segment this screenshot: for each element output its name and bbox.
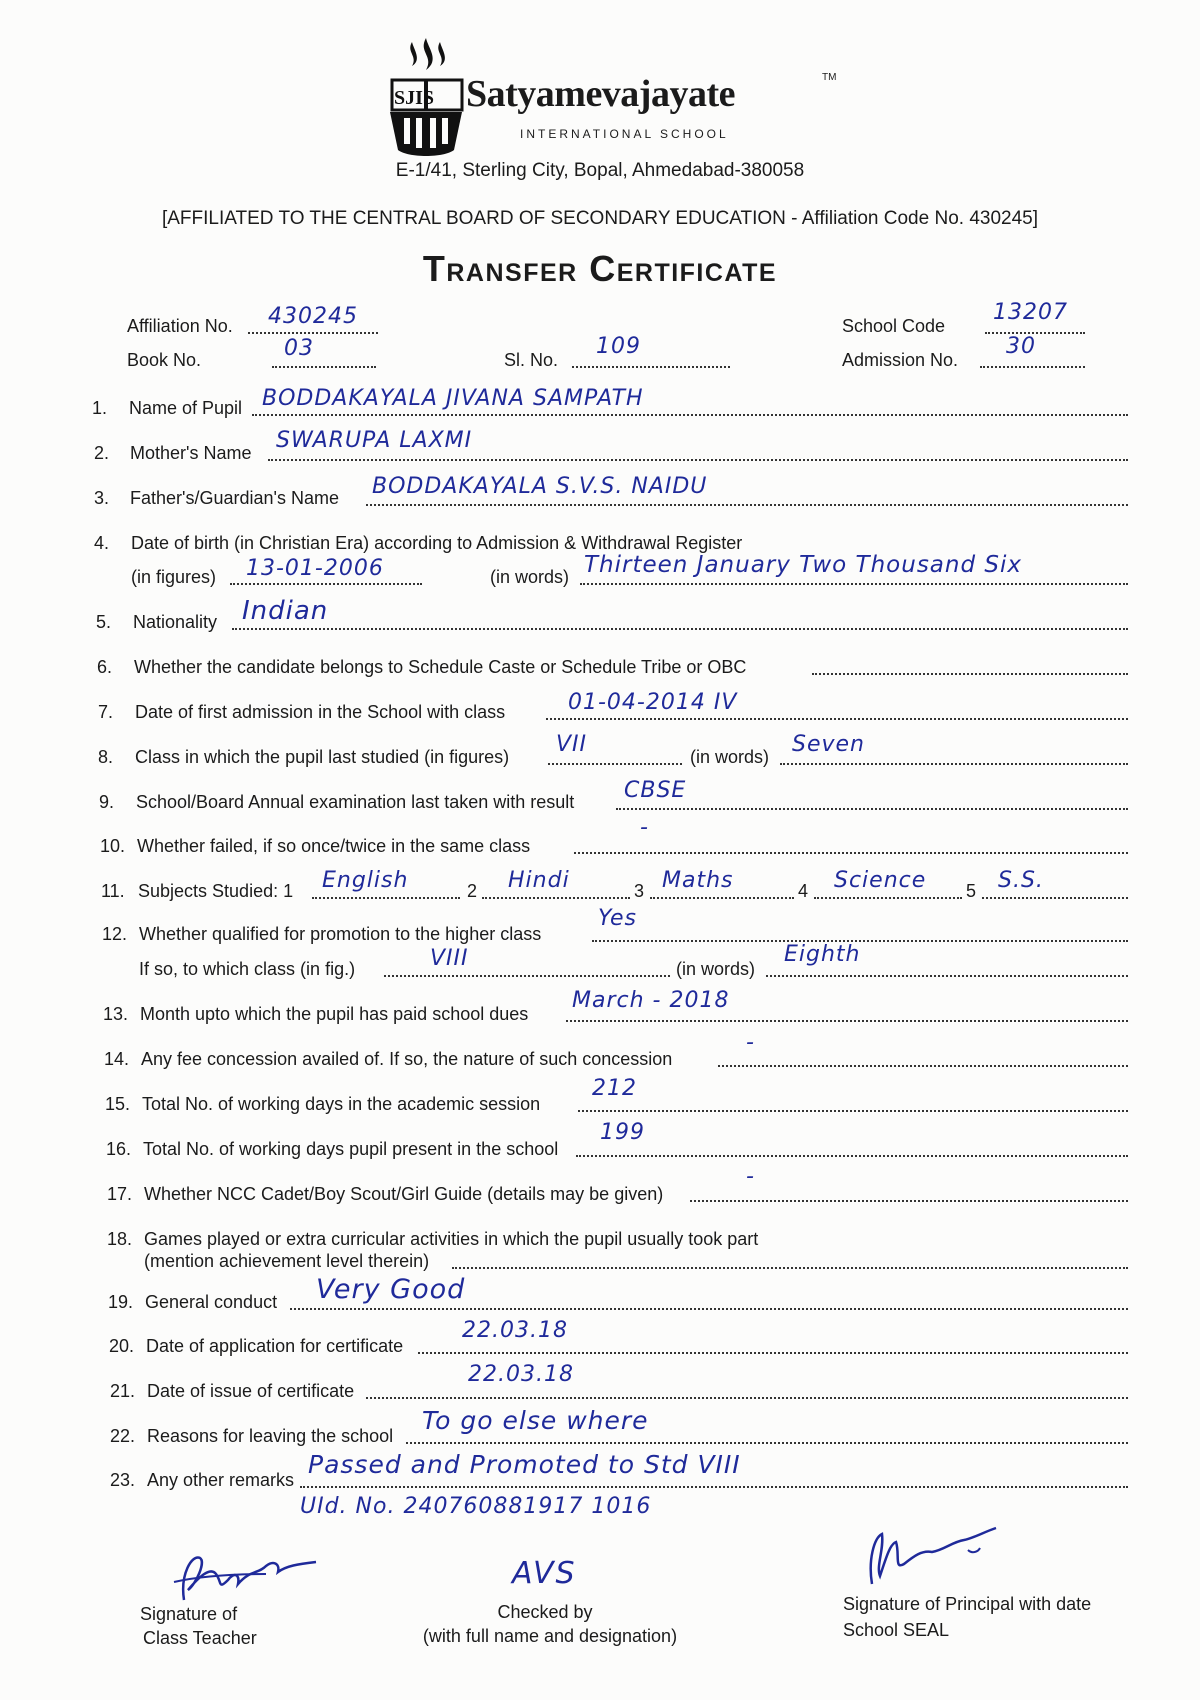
- field-14-number: 14.: [104, 1049, 130, 1069]
- last-class-words-line: [780, 763, 1128, 765]
- field-13-line: [566, 1020, 1128, 1022]
- field-18-line: [452, 1267, 1128, 1269]
- field-22-line: [406, 1442, 1128, 1444]
- last-class-figures-line: [548, 763, 682, 765]
- field-5-line: [232, 628, 1128, 630]
- dob-words-value: Thirteen January Two Thousand Six: [584, 552, 1022, 578]
- field-6-label: Whether the candidate belongs to Schedule Caste or Schedule Tribe or OBC: [134, 657, 747, 677]
- last-class-words-label: (in words): [690, 747, 770, 767]
- field-11-number: 11.: [101, 881, 125, 901]
- class-teacher-label-2: Class Teacher: [143, 1628, 257, 1648]
- sl-no-value: 109: [596, 334, 641, 359]
- field-19-label: General conduct: [145, 1292, 278, 1312]
- promotion-words-label: (in words): [676, 959, 756, 979]
- field-15-label: Total No. of working days in the academic session: [142, 1094, 541, 1114]
- subject-5-value: S.S.: [998, 868, 1044, 893]
- field-10-line: [574, 852, 1128, 854]
- field-9-number: 9.: [99, 792, 115, 812]
- dob-figures-line: [230, 583, 422, 585]
- subject-2-value: Hindi: [508, 868, 570, 893]
- principal-signature: [860, 1520, 1010, 1592]
- promotion-class-value: VIII: [430, 946, 469, 971]
- field-14-label: Any fee concession availed of. If so, the nature of such concession: [141, 1049, 673, 1069]
- field-7-label: Date of first admission in the School with class: [135, 702, 506, 722]
- field-20-number: 20.: [109, 1336, 135, 1356]
- promotion-class-line: [384, 975, 670, 977]
- promotion-words-line: [766, 975, 1128, 977]
- field-1-label: Name of Pupil: [129, 398, 243, 418]
- subject-3-value: Maths: [662, 868, 734, 893]
- subject-5-line: [982, 897, 1128, 899]
- field-10-number: 10.: [100, 836, 126, 856]
- principal-label-2: School SEAL: [843, 1620, 950, 1640]
- subject-4-line: [814, 897, 962, 899]
- book-no-line: [272, 366, 376, 368]
- field-21-label: Date of issue of certificate: [147, 1381, 355, 1401]
- dues-value: March - 2018: [572, 988, 730, 1013]
- school-code-value: 13207: [993, 300, 1068, 325]
- field-15-number: 15.: [105, 1094, 131, 1114]
- pupil-name-value: BODDAKAYALA JIVANA SAMPATH: [262, 386, 644, 411]
- field-5-label: Nationality: [133, 612, 218, 632]
- field-8-label: Class in which the pupil last studied (in figures): [135, 747, 510, 767]
- sl-no-line: [572, 366, 730, 368]
- field-4-label: Date of birth (in Christian Era) according to Admission & Withdrawal Register: [131, 533, 743, 553]
- class-teacher-signature: [170, 1544, 320, 1606]
- field-19-line: [290, 1308, 1128, 1310]
- field-8-number: 8.: [98, 747, 114, 767]
- field-5-number: 5.: [96, 612, 112, 632]
- trademark-mark: TM: [822, 72, 837, 83]
- leaving-reason-value: To go else where: [422, 1406, 649, 1435]
- field-6-line: [812, 673, 1128, 675]
- school-name: Satyamevajayate: [466, 73, 735, 115]
- admission-no-label: Admission No.: [842, 350, 959, 370]
- field-22-number: 22.: [110, 1426, 136, 1446]
- checked-by-initials: AVS: [512, 1556, 577, 1591]
- dob-words-line: [580, 583, 1128, 585]
- uid-number-value: UId. No. 240760881917 1016: [300, 1494, 652, 1519]
- field-6-number: 6.: [97, 657, 113, 677]
- field-17-number: 17.: [107, 1184, 133, 1204]
- last-class-words-value: Seven: [792, 732, 865, 757]
- field-7-number: 7.: [98, 702, 114, 722]
- days-present-value: 199: [600, 1120, 645, 1145]
- dob-figures-value: 13-01-2006: [246, 556, 384, 581]
- field-3-label: Father's/Guardian's Name: [130, 488, 339, 508]
- remarks-value: Passed and Promoted to Std VIII: [308, 1450, 741, 1479]
- first-admission-value: 01-04-2014 IV: [568, 690, 738, 715]
- checked-by-sublabel: (with full name and designation): [422, 1626, 678, 1646]
- field-20-line: [418, 1352, 1128, 1354]
- svg-text:SJIS: SJIS: [394, 87, 435, 109]
- issue-date-value: 22.03.18: [468, 1362, 574, 1387]
- field-18-number: 18.: [107, 1229, 133, 1249]
- affiliation-no-value: 430245: [268, 304, 358, 329]
- promotion-value: Yes: [598, 906, 638, 931]
- field-1-line: [252, 414, 1128, 416]
- school-logo: [388, 38, 464, 158]
- field-13-number: 13.: [103, 1004, 129, 1024]
- dob-figures-label: (in figures): [131, 567, 217, 587]
- field-1-number: 1.: [92, 398, 108, 418]
- field-21-number: 21.: [110, 1381, 136, 1401]
- subject-1-line: [312, 897, 460, 899]
- field-23-label: Any other remarks: [147, 1470, 295, 1490]
- mother-name-value: SWARUPA LAXMI: [276, 428, 473, 453]
- field-23-line: [300, 1486, 1128, 1488]
- field-2-number: 2.: [94, 443, 110, 463]
- admission-no-value: 30: [1006, 334, 1036, 359]
- field-18-label: Games played or extra curricular activities in which the pupil usually took part: [144, 1229, 759, 1249]
- certificate-title: Transfer Certificate: [422, 248, 778, 289]
- field-13-label: Month upto which the pupil has paid school dues: [140, 1004, 529, 1024]
- nationality-value: Indian: [242, 596, 329, 626]
- subject-4-number: 4: [798, 881, 809, 901]
- school-subtitle: INTERNATIONAL SCHOOL: [520, 127, 729, 141]
- field-18-sublabel: (mention achievement level therein): [144, 1251, 430, 1271]
- failed-value: -: [640, 815, 649, 840]
- father-name-value: BODDAKAYALA S.V.S. NAIDU: [372, 474, 708, 499]
- subject-4-value: Science: [834, 868, 927, 893]
- subject-2-number: 2: [467, 881, 478, 901]
- affiliation-no-line: [248, 332, 378, 334]
- field-3-number: 3.: [94, 488, 110, 508]
- field-21-line: [366, 1397, 1128, 1399]
- field-16-label: Total No. of working days pupil present in the school: [143, 1139, 559, 1159]
- subject-3-line: [650, 897, 794, 899]
- subject-5-number: 5: [966, 881, 977, 901]
- application-date-value: 22.03.18: [462, 1318, 568, 1343]
- school-address: E-1/41, Sterling City, Bopal, Ahmedabad-380058: [395, 160, 805, 181]
- subject-2-line: [482, 897, 630, 899]
- field-16-line: [576, 1155, 1128, 1157]
- field-4-number: 4.: [94, 533, 110, 553]
- dob-words-label: (in words): [490, 567, 570, 587]
- book-no-label: Book No.: [127, 350, 202, 370]
- affiliation-line: [AFFILIATED TO THE CENTRAL BOARD OF SECONDARY EDUCATION - Affiliation Code No. 430245]: [161, 208, 1039, 229]
- field-17-label: Whether NCC Cadet/Boy Scout/Girl Guide (details may be given): [144, 1184, 664, 1204]
- field-16-number: 16.: [106, 1139, 132, 1159]
- working-days-value: 212: [592, 1076, 637, 1101]
- field-9-line: [616, 808, 1128, 810]
- field-12-number: 12.: [102, 924, 128, 944]
- class-teacher-label-1: Signature of: [140, 1604, 238, 1624]
- field-15-line: [578, 1110, 1128, 1112]
- subject-3-number: 3: [634, 881, 645, 901]
- book-no-value: 03: [284, 336, 314, 361]
- ncc-value: -: [746, 1164, 755, 1189]
- school-code-label: School Code: [842, 316, 946, 336]
- exam-result-value: CBSE: [624, 778, 687, 803]
- promotion-words-value: Eighth: [784, 942, 861, 967]
- field-10-label: Whether failed, if so once/twice in the same class: [137, 836, 531, 856]
- field-17-line: [690, 1200, 1128, 1202]
- last-class-figures-value: VII: [556, 732, 588, 757]
- field-22-label: Reasons for leaving the school: [147, 1426, 394, 1446]
- subject-1-value: English: [322, 868, 409, 893]
- field-7-line: [546, 718, 1128, 720]
- field-3-line: [366, 504, 1128, 506]
- sl-no-label: Sl. No.: [504, 350, 559, 370]
- field-9-label: School/Board Annual examination last taken with result: [136, 792, 575, 812]
- promotion-class-label: If so, to which class (in fig.): [139, 959, 356, 979]
- field-20-label: Date of application for certificate: [146, 1336, 404, 1356]
- field-2-line: [268, 459, 1128, 461]
- fee-concession-value: -: [746, 1030, 755, 1055]
- field-11-label: Subjects Studied: 1: [138, 881, 294, 901]
- affiliation-no-label: Affiliation No.: [127, 316, 233, 336]
- field-19-number: 19.: [108, 1292, 134, 1312]
- field-2-label: Mother's Name: [130, 443, 252, 463]
- field-14-line: [718, 1065, 1128, 1067]
- field-23-number: 23.: [110, 1470, 136, 1490]
- principal-label-1: Signature of Principal with date: [843, 1594, 1092, 1614]
- field-12-label: Whether qualified for promotion to the higher class: [139, 924, 542, 944]
- checked-by-label: Checked by: [497, 1602, 593, 1622]
- admission-no-line: [980, 366, 1085, 368]
- conduct-value: Very Good: [316, 1274, 466, 1305]
